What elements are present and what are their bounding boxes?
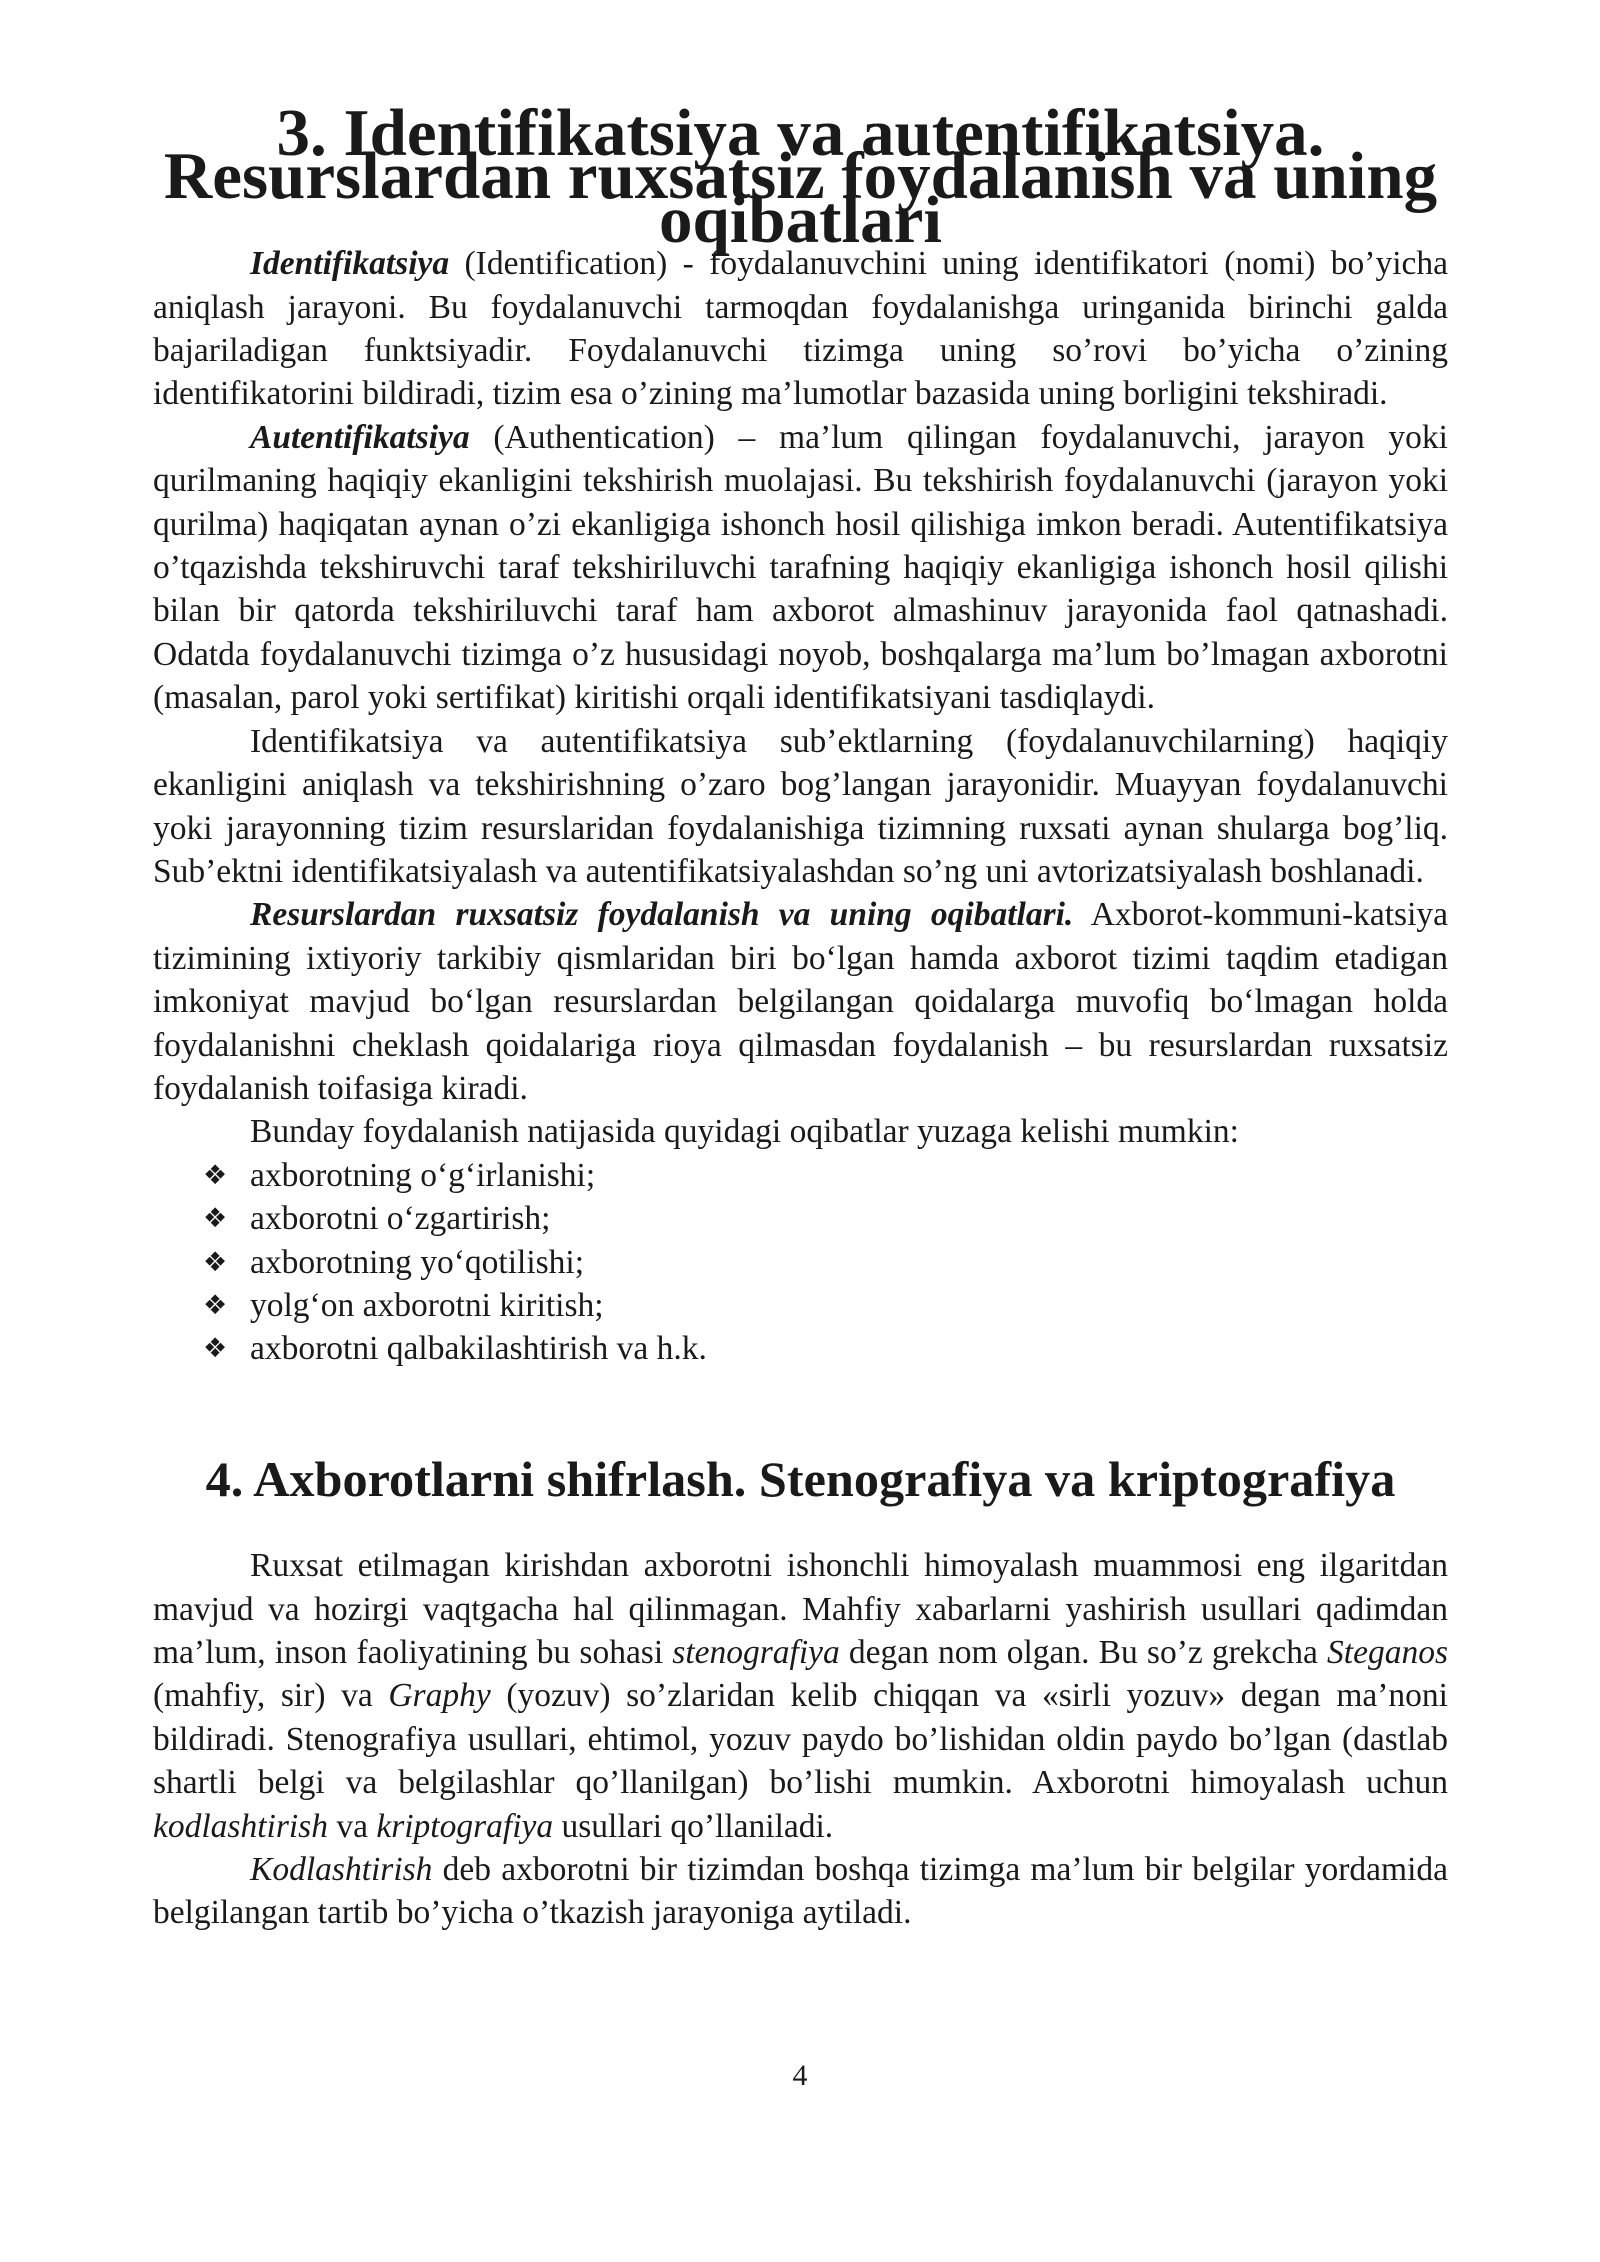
list-item-text: yolg‘on axborotni kiritish; [250,1286,604,1324]
term-identification: Identifikatsiya [250,245,450,283]
diamond-bullet-icon: ❖ [203,1159,228,1191]
term-steganos: Steganos [1327,1634,1448,1671]
section-3-heading: 3. Identifikatsiya va autentifikatsiya. Resurslardan ruxsatsiz foydalanish va uning oqibatlari [163,96,1438,257]
paragraph-text: usullari qo’llaniladi. [553,1807,834,1845]
heading-gap [153,1501,1448,1544]
paragraph-authentication [153,416,1448,720]
term-authentication: Autentifikatsiya [250,418,470,456]
consequences-list [153,1154,1448,1371]
paragraph-text: Ruxsat etilmagan kirishdan axborotni ishonchli himoyalash muammosi eng ilgaritdan mavjud va hozirgi vaqtgacha hal qilinmagan. Mahfiy xabarlarni yashirish usullari qadimdan ma’lum, inson faoliyatining bu sohasi [153,1547,1448,1671]
diamond-bullet-icon: ❖ [203,1289,228,1321]
paragraph-unauthorized-access [153,893,1448,1110]
paragraph-text: va [327,1807,377,1845]
page-number: 4 [792,2059,808,2092]
list-item-text: axborotni o‘zgartirish; [250,1200,551,1238]
paragraph-text: (mahfiy, sir) va [153,1677,389,1715]
paragraph-text: Axborot-kommuni-katsiya tizimining ixtiyoriy tarkibiy qismlaridan biri bo‘lgan hamda axborot tizimi taqdim etadigan imkoniyat mavjud bo‘lgan resurslardan belgilangan qoidalarga muvofiq bo‘lmagan holda foydalanishni cheklash qoidalariga rioya qilmasdan foydalanish – bu resurslardan ruxsatsiz foydalanish toifasiga kiradi. [153,896,1448,1107]
paragraph-identification [153,242,1448,416]
section-4-heading: 4. Axborotlarni shifrlash. Stenografiya va kriptografiya [205,1450,1396,1507]
list-item [153,1241,1448,1284]
list-item-text: axborotning o‘g‘irlanishi; [250,1156,596,1194]
term-stenografiya: stenografiya [672,1634,840,1671]
term-graphy: Graphy [388,1677,491,1715]
term-unauthorized-access: Resurslardan ruxsatsiz foydalanish va uning oqibatlari. [250,896,1074,934]
term-kodlashtirish: kodlashtirish [153,1807,328,1845]
paragraph-steganography [153,1544,1448,1848]
document-page [153,96,1448,1935]
paragraph-text: (Identification) - foydalanuvchini uning identifikatori (nomi) bo’yicha aniqlash jarayoni. Bu foydalanuvchi tarmoqdan foydalanishga uringanida birinchi galda bajariladigan funktsiyadir. Foydalanuvchi tizimga uning so’rovi bo’yicha o’zining identifikatorini bildiradi, tizim esa o’zining ma’lumotlar bazasida uning borligini tekshiradi. [153,245,1448,413]
section-gap [153,1371,1448,1458]
term-kriptografiya: kriptografiya [376,1807,554,1845]
list-item-text: axborotni qalbakilashtirish va h.k. [250,1330,707,1368]
list-item [153,1154,1448,1197]
diamond-bullet-icon: ❖ [203,1246,228,1278]
term-encoding: Kodlashtirish [250,1851,433,1889]
paragraph-text: degan nom olgan. Bu so’z grekcha [839,1634,1328,1671]
paragraph-identification-authentication: Identifikatsiya va autentifikatsiya sub’ektlarning (foydalanuvchilarning) haqiqiy ekanligini aniqlash va tekshirishning o’zaro bog’langan jarayonidir. Muayyan foydalanuvchi yoki jarayonning tizim resurslaridan foydalanishiga tizimning ruxsati aynan shularga bog’liq. Sub’ektni identifikatsiyalash va autentifikatsiyalashdan so’ng uni avtorizatsiyalash boshlanadi. [153,722,1448,890]
paragraph-consequences-intro: Bunday foydalanish natijasida quyidagi oqibatlar yuzaga kelishi mumkin: [250,1113,1239,1151]
list-item-text: axborotning yo‘qotilishi; [250,1243,585,1281]
paragraph-encoding [153,1848,1448,1935]
diamond-bullet-icon: ❖ [203,1333,228,1365]
paragraph-text: deb axborotni bir tizimdan boshqa tizimga ma’lum bir belgilar yordamida belgilangan tartib bo’yicha o’tkazish jarayoniga aytiladi. [153,1851,1448,1932]
diamond-bullet-icon: ❖ [203,1203,228,1235]
list-item [153,1327,1448,1370]
paragraph-text: (Authentication) – ma’lum qilingan foydalanuvchi, jarayon yoki qurilmaning haqiqiy ekanligini tekshirish muolajasi. Bu tekshirish foydalanuvchi (jarayon yoki qurilma) haqiqatan aynan o’zi ekanligiga ishonch hosil qilishiga imkon beradi. Autentifikatsiya o’tqazishda tekshiruvchi taraf tekshiriluvchi tarafning haqiqiy ekanligiga ishonch hosil qilishi bilan bir qatorda tekshiriluvchi taraf ham axborot almashinuv jarayonida faol qatnashadi. Odatda foydalanuvchi tizimga o’z hususidagi noyob, boshqalarga ma’lum bo’lmagan axborotni (masalan, parol yoki sertifikat) kiritishi orqali identifikatsiyani tasdiqlaydi. [153,418,1448,717]
paragraph-text: (yozuv) so’zlaridan kelib chiqqan va «sirli yozuv» degan ma’noni bildiradi. Stenografiya usullari, ehtimol, yozuv paydo bo’lishidan oldin paydo bo’lgan (dastlab shartli belgi va belgilashlar qo’llanilgan) bo’lishi mumkin. Axborotni himoyalash uchun [153,1677,1448,1802]
list-item [153,1284,1448,1327]
list-item [153,1197,1448,1240]
